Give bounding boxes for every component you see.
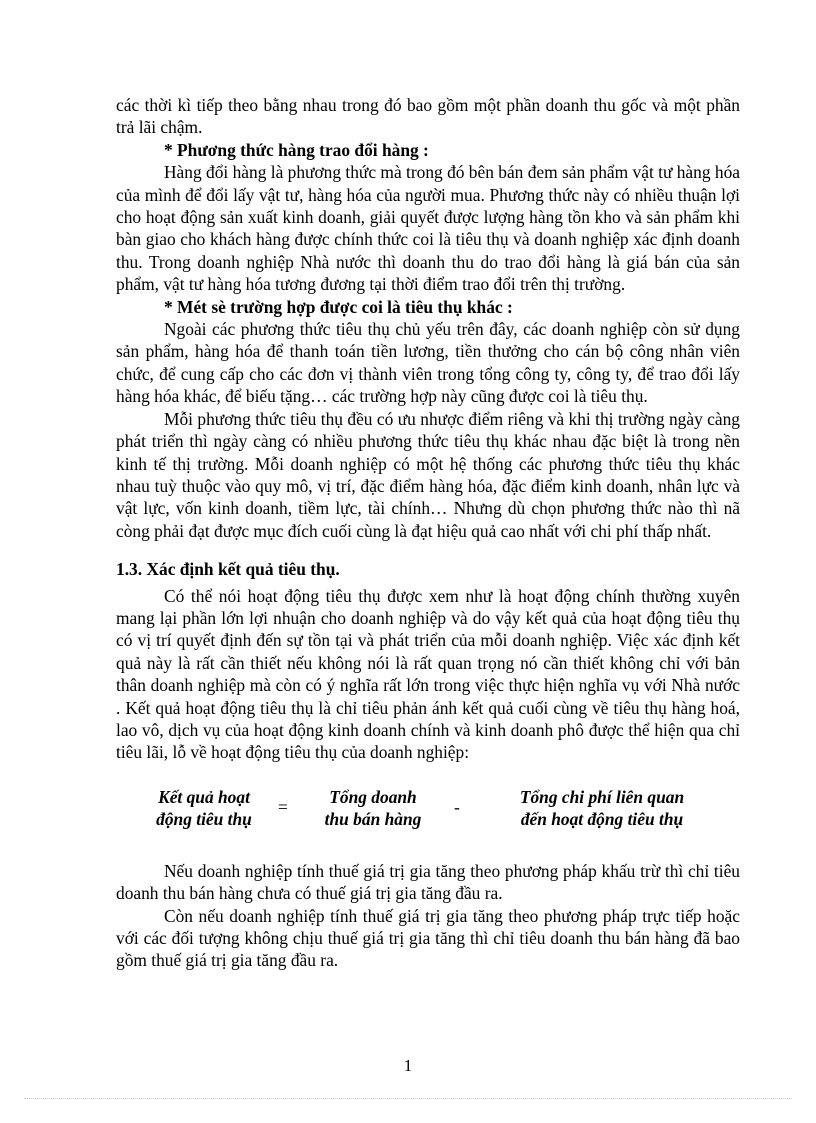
formula-minus: - bbox=[454, 796, 460, 817]
paragraph-exchange: Hàng đổi hàng là phương thức mà trong đó bên bán đem sản phẩm vật tư hàng hóa của mình để đổi lấy vật tư, hàng hóa của người mua. Phương thức này có nhiều thuận lợi cho hoạt động sản xuất kinh doanh, giải quyết được lượng hàng tồn kho và sản phẩm khi bàn giao cho khách hàng được chính thức coi là tiêu thụ và doanh nghiệp xác định doanh thu. Trong doanh nghiệp Nhà nước thì doanh thu do trao đổi hàng là giá bán của sản phẩm, vật tư hàng hóa tương đương tại thời điểm trao đổi trên thị trường. bbox=[116, 162, 740, 295]
paragraph-direct: Còn nếu doanh nghiệp tính thuế giá trị gia tăng theo phương pháp trực tiếp hoặc với các đối tượng không chịu thuế giá trị gia tăng thì chỉ tiêu doanh thu bán hàng đã bao gồm thuế giá trị gia tăng đầu ra. bbox=[116, 905, 740, 971]
paragraph-section: Có thể nói hoạt động tiêu thụ được xem như là hoạt động chính thường xuyên mang lại phần lớn lợi nhuận cho doanh nghiệp và do vậy kết quả của hoạt động tiêu thụ có vị trí quyết định đến sự tồn tại và phát triển của mỗi doanh nghiệp. Việc xác định kết quả này là rất cần thiết nếu không nói là rất quan trọng nó cần thiết không chỉ với bản thân doanh nghiệp mà còn có ý nghĩa rất lớn trong việc thực hiện nghĩa vụ với Nhà nước . Kết quả hoạt động tiêu thụ là chỉ tiêu phản ánh kết quả cuối cùng về tiêu thụ hàng hoá, lao vô, dịch vụ của hoạt động kinh doanh chính và kinh doanh phô được thể hiện qua chỉ tiêu lãi, lỗ về hoạt động tiêu thụ của doanh nghiệp: bbox=[116, 585, 740, 763]
formula bbox=[116, 786, 740, 836]
paragraph-deduction: Nếu doanh nghiệp tính thuế giá trị gia tăng theo phương pháp khấu trừ thì chỉ tiêu doanh thu bán hàng chưa có thuế giá trị gia tăng đầu ra. bbox=[116, 860, 740, 904]
body-text bbox=[116, 94, 740, 972]
formula-result: Kết quả hoạt động tiêu thụ bbox=[156, 786, 252, 829]
paragraph-other-cases: Ngoài các phương thức tiêu thụ chủ yếu trên đây, các doanh nghiệp còn sử dụng sản phẩm, hàng hóa để thanh toán tiền lương, tiền thưởng cho cán bộ công nhân viên chức, để cung cấp cho các đơn vị thành viên trong tổng công ty, công ty, để trao đổi lấy hàng hóa khác, để biếu tặng… các trường hợp này cũng được coi là tiêu thụ. bbox=[116, 319, 740, 407]
paragraph-methods-summary: Mỗi phương thức tiêu thụ đều có ưu nhược điểm riêng và khi thị trường ngày càng phát triển thì ngày càng có nhiều phương thức tiêu thụ khác nhau đặc biệt là trong nền kinh tế thị trường. Mỗi doanh nghiệp có một hệ thống các phương thức tiêu thụ khác nhau tuỳ thuộc vào quy mô, vị trí, đặc điểm hàng hóa, đặc điểm kinh doanh, nhân lực và vật lực, vốn kinh doanh, tiềm lực, tài chính… Nhưng dù chọn phương thức nào thì nã còng phải đạt được mục đích cuối cùng là đạt hiệu quả cao nhất với chi phí thấp nhất. bbox=[116, 408, 740, 541]
subheading-other-cases: * Mét sè trường hợp được coi là tiêu thụ khác : bbox=[164, 296, 513, 317]
page-footer-divider bbox=[24, 1098, 792, 1099]
formula-equals: = bbox=[278, 796, 288, 817]
paragraph-continuation: các thời kì tiếp theo bằng nhau trong đó bao gồm một phần doanh thu gốc và một phần trả lãi chậm. bbox=[116, 95, 740, 138]
subheading-exchange: * Phương thức hàng trao đổi hàng : bbox=[164, 139, 429, 160]
section-heading: 1.3. Xác định kết quả tiêu thụ. bbox=[116, 559, 340, 580]
formula-costs: Tổng chi phí liên quan đến hoạt động tiêu thụ bbox=[519, 786, 685, 829]
page-number: 1 bbox=[403, 1056, 413, 1075]
formula-revenue: Tổng doanh thu bán hàng bbox=[324, 786, 422, 829]
